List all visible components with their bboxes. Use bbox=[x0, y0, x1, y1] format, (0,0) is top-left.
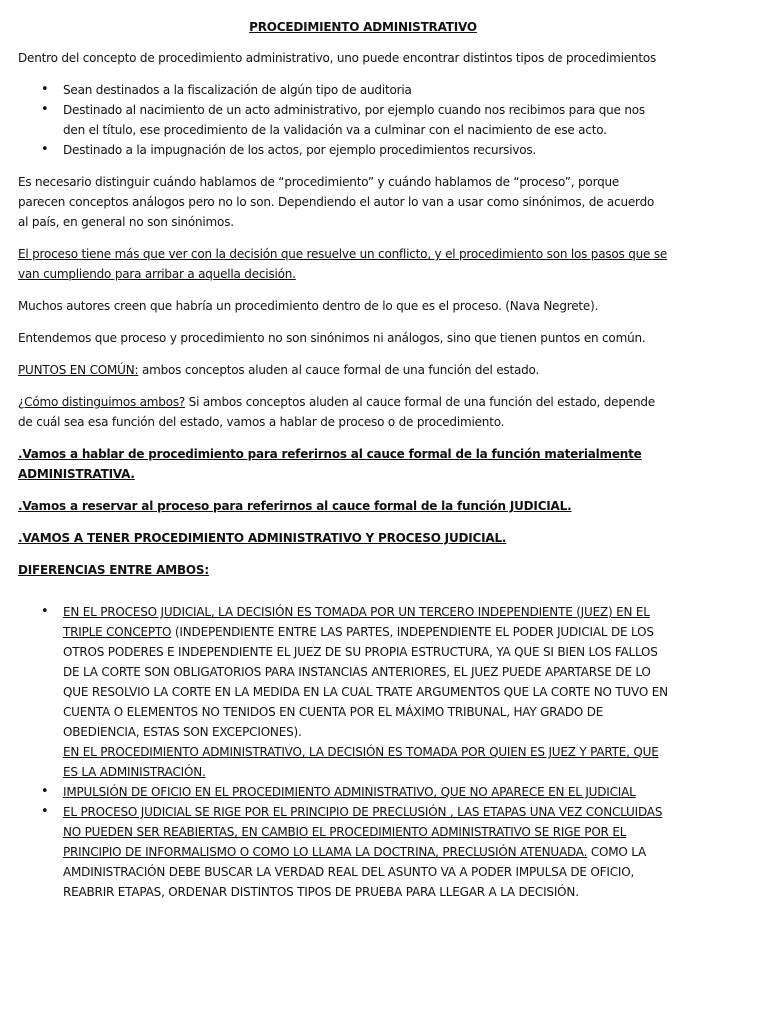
bold-statement-process: .Vamos a reservar al proceso para referirnos al cauce formal de la función JUDICIAL. bbox=[18, 499, 572, 513]
difference-1-text: (INDEPENDIENTE ENTRE LAS PARTES, INDEPENDIENTE EL PODER JUDICIAL DE LOS OTROS PODERES E INDEPENDIENTE EL JUEZ DE SU PROPIA ESTRUCTURA, YA QUE SI BIEN LOS FALLOS DE LA CORTE SON OBLIGATORIOS PARA INSTANCIAS ANTERIORES, EL JUEZ PUEDE APARTARSE DE LO QUE RESOLVIO LA CORTE EN LA MEDIDA EN LA CUAL TRATE ARGUMENTOS QUE LA CORTE NO TUVO EN CUENTA O ELEMENTOS NO TENIDOS EN CUENTA POR EL MÁXIMO TRIBUNAL, HAY GRADO DE OBEDIENCIA, ESTAS SON EXCEPCIONES). bbox=[63, 625, 668, 739]
how-distinguish-text: Si ambos conceptos aluden al cauce formal de una función del estado, depende de cuál sea esa función del estado, vamos a hablar de proceso o de procedimiento. bbox=[18, 395, 655, 429]
understand-paragraph: Entendemos que proceso y procedimiento no son sinónimos ni análogos, sino que tienen puntos en común. bbox=[18, 331, 646, 345]
list-item: • Sean destinados a la fiscalización de algún tipo de auditoria bbox=[63, 80, 668, 100]
list-item: • Destinado al nacimiento de un acto administrativo, por ejemplo cuando nos recibimos para que nos den el título, ese procedimiento de la validación va a culminar con el nacimiento de ese acto. bbox=[63, 100, 668, 140]
difference-1-second: EN EL PROCEDIMIENTO ADMINISTRATIVO, LA DECISIÓN ES TOMADA POR QUIEN ES JUEZ Y PARTE, QUE ES LA ADMINISTRACIÓN. bbox=[63, 745, 659, 779]
difference-3-text: COMO LA AMDINISTRACIÓN DEBE BUSCAR LA VERDAD REAL DEL ASUNTO VA A PODER IMPULSA DE OFICIO, REABRIR ETAPAS, ORDENAR DISTINTOS TIPOS DE PRUEBA PARA LLEGAR A LA DECISIÓN. bbox=[63, 845, 647, 899]
distinguish-paragraph: Es necesario distinguir cuándo hablamos de “procedimiento” y cuándo hablamos de “proceso”, porque parecen conceptos análogos pero no lo son. Dependiendo el autor lo van a usar como sinónimos, de acuerdo al país, en general no son sinónimos. bbox=[18, 175, 655, 229]
common-points-label: PUNTOS EN COMÚN: bbox=[18, 363, 139, 377]
authors-paragraph: Muchos autores creen que habría un procedimiento dentro de lo que es el proceso. (Nava Negrete). bbox=[18, 299, 599, 313]
common-points-text: ambos conceptos aluden al cauce formal de una función del estado. bbox=[138, 363, 540, 377]
difference-1-underlined: EN EL PROCESO JUDICIAL, LA DECISIÓN ES TOMADA POR UN TERCERO INDEPENDIENTE (JUEZ) EN EL TRIPLE CONCEPTO bbox=[63, 605, 650, 639]
how-distinguish-label: ¿Cómo distinguimos ambos? bbox=[18, 395, 186, 409]
list-item: • Destinado a la impugnación de los actos, por ejemplo procedimientos recursivos. bbox=[63, 140, 668, 160]
bold-statement-procedure: .Vamos a hablar de procedimiento para referirnos al cauce formal de la función materialmente ADMINISTRATIVA. bbox=[18, 447, 642, 481]
list-item bbox=[63, 802, 668, 902]
intro-paragraph: Dentro del concepto de procedimiento administrativo, uno puede encontrar distintos tipos de procedimientos bbox=[18, 51, 657, 65]
process-definition-paragraph: El proceso tiene más que ver con la decisión que resuelve un conflicto, y el procedimiento son los pasos que se van cumpliendo para arribar a aquella decisión. bbox=[18, 247, 668, 281]
bold-statement-summary: .VAMOS A TENER PROCEDIMIENTO ADMINISTRATIVO Y PROCESO JUDICIAL. bbox=[18, 531, 507, 545]
differences-list bbox=[18, 602, 668, 902]
common-points-paragraph bbox=[18, 360, 668, 380]
differences-heading: DIFERENCIAS ENTRE AMBOS: bbox=[18, 563, 209, 577]
document-title: PROCEDIMIENTO ADMINISTRATIVO bbox=[249, 20, 477, 34]
how-distinguish-paragraph bbox=[18, 392, 668, 432]
list-item bbox=[63, 782, 668, 802]
intro-list bbox=[18, 80, 668, 160]
difference-2-underlined: IMPULSIÓN DE OFICIO EN EL PROCEDIMIENTO ADMINISTRATIVO, QUE NO APARECE EN EL JUDICIAL bbox=[63, 785, 636, 799]
list-item bbox=[63, 602, 668, 782]
difference-3-underlined: EL PROCESO JUDICIAL SE RIGE POR EL PRINCIPIO DE PRECLUSIÓN , LAS ETAPAS UNA VEZ CONCLUIDAS NO PUEDEN SER REABIERTAS, EN CAMBIO EL PROCEDIMIENTO ADMINISTRATIVO SE RIGE POR EL PRINCIPIO DE INFORMALISMO O COMO LO LLAMA LA DOCTRINA, PRECLUSIÓN ATENUADA. bbox=[63, 805, 663, 859]
